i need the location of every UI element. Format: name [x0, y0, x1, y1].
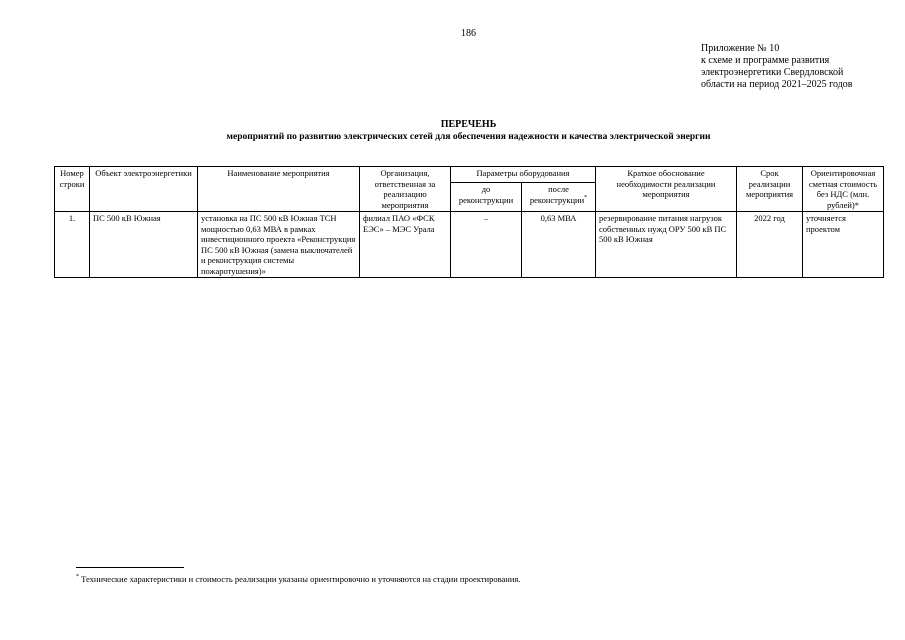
document-title: ПЕРЕЧЕНЬ — [440, 119, 497, 130]
document-subtitle: мероприятий по развитию электрических сетей для обеспечения надежности и качества электрической энергии — [226, 132, 711, 142]
cell-organization: филиал ПАО «ФСК ЕЭС» – МЭС Урала — [360, 212, 451, 278]
cell-object: ПС 500 кВ Южная — [90, 212, 198, 278]
footnote — [76, 574, 520, 584]
header-equipment-params: Параметры оборудования — [451, 167, 596, 183]
header-object: Объект электроэнергетики — [90, 167, 198, 212]
appendix-note — [701, 43, 853, 91]
header-measure-name: Наименование мероприятия — [198, 167, 360, 212]
header-cost: Ориентировочная сметная стоимость без НДС (млн. рублей)* — [803, 167, 884, 212]
cell-number: 1. — [55, 212, 90, 278]
header-after-label: после реконструкции — [529, 184, 585, 205]
appendix-line: электроэнергетики Свердловской — [701, 67, 844, 78]
header-after — [522, 183, 596, 212]
appendix-line: области на период 2021–2025 годов — [701, 79, 853, 90]
footnote-mark: * — [76, 574, 79, 581]
cell-before: – — [451, 212, 522, 278]
footnote-divider — [76, 567, 184, 568]
page-number: 186 — [461, 28, 476, 39]
header-term: Срок реализации мероприятия — [737, 167, 803, 212]
cell-measure-name: установка на ПС 500 кВ Южная ТСН мощностью 0,63 МВА в рамках инвестиционного проекта «Реконструкция ПС 500 кВ Южная (замена выключателей и реконструкция системы пожаротушения)» — [198, 212, 360, 278]
appendix-line: Приложение № 10 — [701, 43, 780, 54]
table-header-row — [55, 167, 884, 183]
table-row — [55, 212, 884, 278]
header-justification: Краткое обоснование необходимости реализации мероприятия — [596, 167, 737, 212]
appendix-line: к схеме и программе развития — [701, 55, 830, 66]
header-after-footnote-mark: * — [584, 194, 588, 201]
title-block — [0, 119, 905, 143]
cell-justification: резервирование питания нагрузок собственных нужд ОРУ 500 кВ ПС 500 кВ Южная — [596, 212, 737, 278]
footnote-text: Технические характеристики и стоимость реализации указаны ориентировочно и уточняются на стадии проектирования. — [79, 574, 521, 584]
cell-cost: уточняется проектом — [803, 212, 884, 278]
header-organization: Организация, ответственная за реализацию мероприятия — [360, 167, 451, 212]
measures-table — [54, 166, 884, 278]
header-row-number: Номер строки — [55, 167, 90, 212]
cell-after: 0,63 МВА — [522, 212, 596, 278]
cell-term: 2022 год — [737, 212, 803, 278]
header-before: до реконструкции — [451, 183, 522, 212]
